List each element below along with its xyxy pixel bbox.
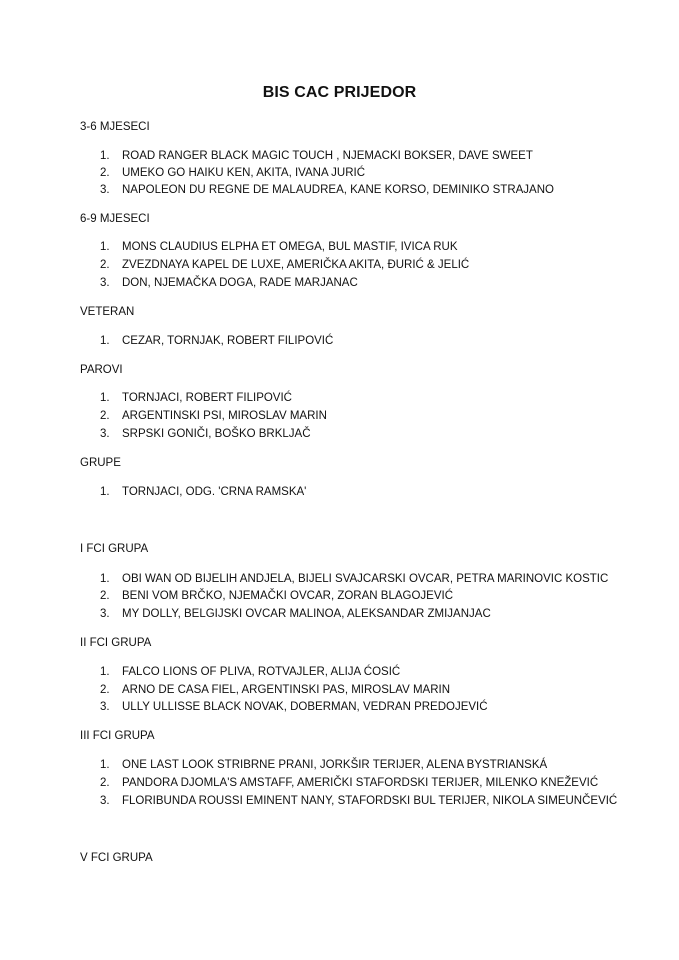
list-item-number: 1. — [100, 392, 110, 404]
list-item-text: ARGENTINSKI PSI, MIROSLAV MARIN — [122, 410, 327, 422]
list-item — [100, 590, 453, 602]
list-item — [100, 184, 554, 196]
list-item — [100, 666, 400, 678]
list-item-number: 2. — [100, 410, 110, 422]
list-item-number: 2. — [100, 167, 110, 179]
list-item-number: 2. — [100, 684, 110, 696]
list-item-text: TORNJACI, ODG. 'CRNA RAMSKA' — [122, 486, 307, 498]
list-item-number: 3. — [100, 795, 110, 807]
list-item-number: 3. — [100, 701, 110, 713]
list-item-text: DON, NJEMAČKA DOGA, RADE MARJANAC — [122, 277, 358, 289]
list-item-number: 3. — [100, 608, 110, 620]
list-item — [100, 241, 458, 253]
list-item — [100, 684, 450, 696]
list-item — [100, 335, 333, 347]
list-item-text: OBI WAN OD BIJELIH ANDJELA, BIJELI SVAJCARSKI OVCAR, PETRA MARINOVIC KOSTIC — [122, 573, 609, 585]
list-item — [100, 608, 491, 620]
list-item-number: 1. — [100, 335, 110, 347]
list-item-text: SRPSKI GONIČI, BOŠKO BRKLJAČ — [122, 428, 311, 440]
list-item-number: 3. — [100, 428, 110, 440]
list-item-text: ULLY ULLISSE BLACK NOVAK, DOBERMAN, VEDRAN PREDOJEVIĆ — [122, 701, 488, 713]
section-heading-veteran: VETERAN — [80, 306, 135, 318]
list-item-number: 1. — [100, 150, 110, 162]
section-heading-grupe: GRUPE — [80, 457, 121, 469]
list-item — [100, 410, 327, 422]
list-item-text: ONE LAST LOOK STRIBRNE PRANI, JORKŠIR TERIJER, ALENA BYSTRIANSKÁ — [122, 759, 548, 771]
list-item-text: PANDORA DJOMLA'S AMSTAFF, AMERIČKI STAFORDSKI TERIJER, MILENKO KNEŽEVIĆ — [122, 777, 599, 789]
section-heading-6-9-mjeseci: 6-9 MJESECI — [80, 213, 150, 225]
list-item — [100, 150, 533, 162]
list-item-text: CEZAR, TORNJAK, ROBERT FILIPOVIĆ — [122, 335, 334, 347]
list-item-number: 2. — [100, 259, 110, 271]
list-item-text: MONS CLAUDIUS ELPHA ET OMEGA, BUL MASTIF, IVICA RUK — [122, 241, 458, 253]
section-heading-ii-fci-grupa: II FCI GRUPA — [80, 637, 152, 649]
list-item-number: 1. — [100, 573, 110, 585]
list-item — [100, 259, 469, 271]
section-heading-3-6-mjeseci: 3-6 MJESECI — [80, 121, 150, 133]
list-item-number: 2. — [100, 777, 110, 789]
list-item — [100, 795, 617, 807]
list-item-text: MY DOLLY, BELGIJSKI OVCAR MALINOA, ALEKSANDAR ZMIJANJAC — [122, 608, 491, 620]
list-item — [100, 573, 608, 585]
section-heading-iii-fci-grupa: III FCI GRUPA — [80, 730, 155, 742]
list-item — [100, 486, 306, 498]
list-item — [100, 777, 598, 789]
list-item-number: 1. — [100, 486, 110, 498]
document-title: BIS CAC PRIJEDOR — [262, 84, 417, 101]
list-item-number: 1. — [100, 759, 110, 771]
list-item-text: BENI VOM BRČKO, NJEMAČKI OVCAR, ZORAN BLAGOJEVIĆ — [122, 590, 454, 602]
list-item — [100, 701, 488, 713]
list-item-number: 3. — [100, 277, 110, 289]
list-item — [100, 428, 311, 440]
section-heading-v-fci-grupa: V FCI GRUPA — [80, 852, 153, 864]
list-item-number: 1. — [100, 241, 110, 253]
list-item-text: NAPOLEON DU REGNE DE MALAUDREA, KANE KORSO, DEMINIKO STRAJANO — [122, 184, 554, 196]
list-item-number: 3. — [100, 184, 110, 196]
list-item-number: 2. — [100, 590, 110, 602]
list-item-text: TORNJACI, ROBERT FILIPOVIĆ — [122, 392, 292, 404]
list-item — [100, 759, 547, 771]
section-heading-parovi: PAROVI — [80, 364, 123, 376]
list-item-text: FALCO LIONS OF PLIVA, ROTVAJLER, ALIJA ĆOSIĆ — [122, 666, 401, 678]
list-item-text: UMEKO GO HAIKU KEN, AKITA, IVANA JURIĆ — [122, 167, 366, 179]
list-item-number: 1. — [100, 666, 110, 678]
list-item-text: FLORIBUNDA ROUSSI EMINENT NANY, STAFORDSKI BUL TERIJER, NIKOLA SIMEUNČEVIĆ — [122, 795, 618, 807]
list-item — [100, 277, 358, 289]
section-heading-i-fci-grupa: I FCI GRUPA — [80, 543, 149, 555]
list-item-text: ZVEZDNAYA KAPEL DE LUXE, AMERIČKA AKITA, ĐURIĆ & JELIĆ — [122, 259, 470, 271]
list-item-text: ARNO DE CASA FIEL, ARGENTINSKI PAS, MIROSLAV MARIN — [122, 684, 451, 696]
list-item — [100, 167, 365, 179]
list-item — [100, 392, 292, 404]
list-item-text: ROAD RANGER BLACK MAGIC TOUCH , NJEMACKI BOKSER, DAVE SWEET — [122, 150, 533, 162]
